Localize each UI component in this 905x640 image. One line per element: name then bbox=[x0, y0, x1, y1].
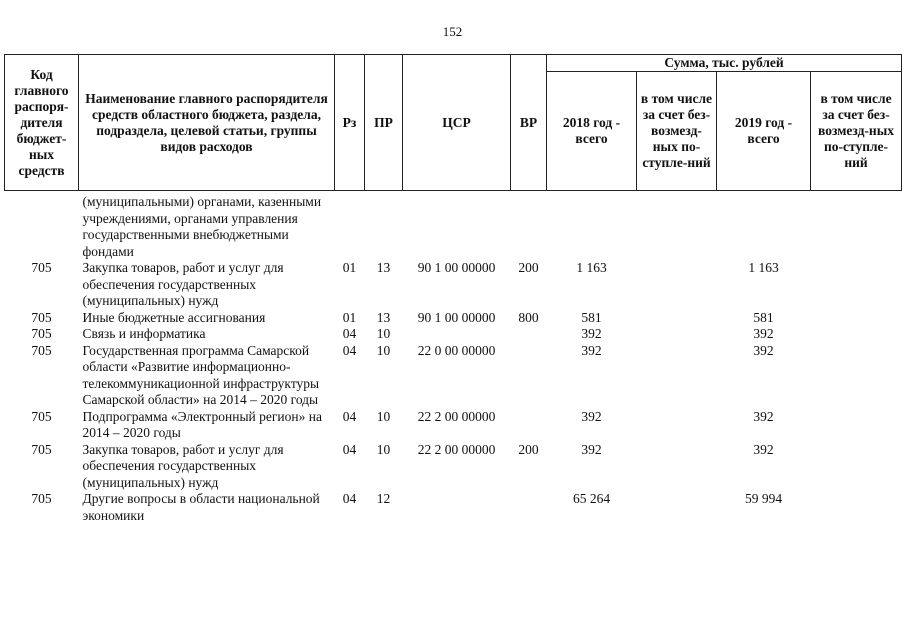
cell-2019-free bbox=[811, 491, 902, 524]
cell-2018-free bbox=[637, 442, 717, 492]
cell-csr: 22 0 00 00000 bbox=[417, 342, 496, 358]
cell-2018-total: 392 bbox=[581, 408, 602, 424]
cell-code: 705 bbox=[31, 441, 52, 457]
cell-code: 705 bbox=[31, 309, 52, 325]
header-sum: Сумма, тыс. рублей bbox=[547, 55, 902, 72]
table-row bbox=[5, 343, 902, 409]
cell-code bbox=[5, 191, 79, 261]
header-vr: ВР bbox=[511, 55, 547, 191]
table-row bbox=[5, 491, 902, 524]
cell-vr bbox=[511, 491, 547, 524]
cell-2019-free bbox=[811, 409, 902, 442]
cell-vr: 200 bbox=[518, 441, 539, 457]
cell-code: 705 bbox=[31, 260, 52, 275]
cell-2019-free bbox=[811, 343, 902, 409]
cell-rz: 01 bbox=[342, 260, 357, 275]
header-rz: Рз bbox=[335, 55, 365, 191]
cell-name: Подпрограмма «Электронный регион» на 2014 – 2020 годы bbox=[82, 408, 322, 440]
page-number: 152 bbox=[442, 24, 463, 39]
header-2019-total: 2019 год - всего bbox=[717, 72, 811, 191]
cell-2019-free bbox=[811, 442, 902, 492]
cell-2018-total: 392 bbox=[581, 441, 602, 457]
cell-name: Связь и информатика bbox=[82, 326, 206, 341]
cell-csr bbox=[403, 491, 511, 524]
cell-code: 705 bbox=[31, 408, 52, 424]
cell-2018-free bbox=[637, 491, 717, 524]
cell-rz: 04 bbox=[342, 408, 357, 424]
cell-2019-total: 392 bbox=[753, 342, 774, 358]
cell-pr: 10 bbox=[376, 408, 391, 424]
cell-2019-total: 59 994 bbox=[744, 491, 783, 506]
cell-2018-free bbox=[637, 260, 717, 310]
cell-pr: 10 bbox=[376, 441, 391, 457]
cell-vr: 200 bbox=[518, 260, 539, 275]
cell-code: 705 bbox=[31, 342, 52, 358]
cell-name: Государственная программа Самарской области «Развитие информационно-телекоммуникационной инфраструктуры Самарской области» на 2014 – 2020 годы bbox=[82, 342, 320, 407]
cell-name: Закупка товаров, работ и услуг для обеспечения государственных (муниципальных) нужд bbox=[82, 441, 284, 490]
cell-csr: 90 1 00 00000 bbox=[417, 260, 496, 275]
cell-rz: 04 bbox=[342, 491, 357, 506]
header-csr: ЦСР bbox=[403, 55, 511, 191]
cell-2018-free bbox=[637, 409, 717, 442]
cell-2018-total: 581 bbox=[581, 309, 602, 325]
cell-vr bbox=[511, 326, 547, 343]
cell-code: 705 bbox=[31, 491, 52, 506]
table-row bbox=[5, 326, 902, 343]
header-code: Код главного распоря-дителя бюджет-ных средств bbox=[5, 55, 79, 191]
cell-2018-free bbox=[637, 191, 717, 261]
header-name: Наименование главного распорядителя средств областного бюджета, раздела, подраздела, целевой статьи, группы видов расходов bbox=[79, 55, 335, 191]
header-2019-free: в том числе за счет без-возмезд-ных по-ступле-ний bbox=[811, 72, 902, 191]
table-row bbox=[5, 409, 902, 442]
cell-2018-total bbox=[547, 191, 637, 261]
cell-name: (муниципальными) органами, казенными учреждениями, органами управления государственными внебюджетными фондами bbox=[82, 194, 322, 259]
cell-csr: 90 1 00 00000 bbox=[417, 309, 496, 325]
cell-name: Другие вопросы в области национальной экономики bbox=[82, 491, 320, 523]
cell-vr bbox=[511, 343, 547, 409]
cell-name: Закупка товаров, работ и услуг для обеспечения государственных (муниципальных) нужд bbox=[82, 260, 284, 308]
cell-2019-total: 581 bbox=[753, 309, 774, 325]
cell-code: 705 bbox=[31, 326, 52, 341]
table-body bbox=[5, 191, 902, 525]
cell-2018-free bbox=[637, 326, 717, 343]
cell-pr: 12 bbox=[376, 491, 391, 506]
cell-pr: 13 bbox=[376, 309, 391, 325]
cell-2019-total: 392 bbox=[753, 441, 774, 457]
cell-2019-total: 1 163 bbox=[748, 260, 779, 275]
cell-rz: 04 bbox=[342, 342, 357, 358]
cell-vr bbox=[511, 191, 547, 261]
cell-csr bbox=[403, 191, 511, 261]
cell-pr: 10 bbox=[376, 342, 391, 358]
cell-2019-total bbox=[717, 191, 811, 261]
cell-2019-free bbox=[811, 260, 902, 310]
cell-pr bbox=[365, 191, 403, 261]
header-pr: ПР bbox=[365, 55, 403, 191]
cell-rz bbox=[335, 191, 365, 261]
cell-rz: 04 bbox=[342, 441, 357, 457]
header-2018-total: 2018 год - всего bbox=[547, 72, 637, 191]
header-2018-free: в том числе за счет без-возмезд-ных по-ступле-ний bbox=[637, 72, 717, 191]
cell-2018-total: 392 bbox=[581, 342, 602, 358]
cell-name: Иные бюджетные ассигнования bbox=[82, 309, 266, 325]
cell-2019-free bbox=[811, 326, 902, 343]
cell-2019-total: 392 bbox=[753, 408, 774, 424]
cell-csr: 22 2 00 00000 bbox=[417, 408, 496, 424]
table-row bbox=[5, 191, 902, 261]
cell-2018-total: 65 264 bbox=[572, 491, 611, 506]
cell-csr: 22 2 00 00000 bbox=[417, 441, 496, 457]
cell-csr bbox=[403, 326, 511, 343]
cell-rz: 04 bbox=[342, 326, 357, 341]
cell-pr: 13 bbox=[376, 260, 391, 275]
cell-2018-free bbox=[637, 343, 717, 409]
table-header bbox=[5, 55, 902, 191]
cell-vr bbox=[511, 409, 547, 442]
cell-vr: 800 bbox=[518, 309, 539, 325]
table-row bbox=[5, 310, 902, 327]
cell-rz: 01 bbox=[342, 309, 357, 325]
cell-2019-free bbox=[811, 310, 902, 327]
table-row bbox=[5, 260, 902, 310]
cell-pr: 10 bbox=[376, 326, 391, 341]
budget-table bbox=[4, 54, 902, 524]
cell-2019-free bbox=[811, 191, 902, 261]
table-row bbox=[5, 442, 902, 492]
cell-2018-free bbox=[637, 310, 717, 327]
cell-2019-total: 392 bbox=[753, 326, 774, 341]
cell-2018-total: 1 163 bbox=[576, 260, 607, 275]
cell-2018-total: 392 bbox=[581, 326, 602, 341]
